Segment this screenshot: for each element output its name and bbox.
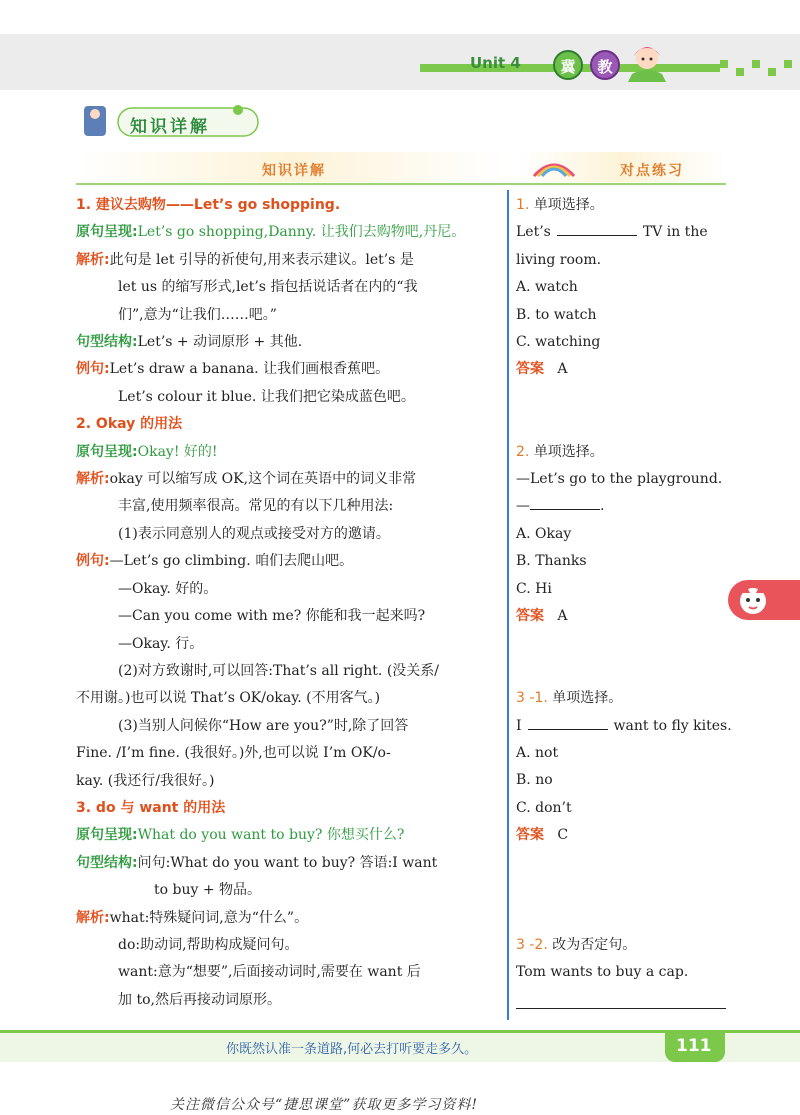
practice-column <box>516 192 731 1009</box>
question-type: 改为否定句。 <box>552 936 637 953</box>
analysis-label: 解析: <box>76 251 110 268</box>
question-stem: TV in the <box>642 224 708 241</box>
example-text: —Can you come with me? 你能和我一起来吗? <box>118 608 426 625</box>
example-text: (3)当别人问候你“How are you?”时,除了回答 <box>118 717 409 734</box>
page-number: 111 <box>676 1036 712 1056</box>
question-stem: living room. <box>516 251 602 268</box>
bottom-note: 关注微信公众号“捷思课堂”获取更多学习资料! <box>170 1097 478 1113</box>
section-1-title: 1. 建议去购物——Let’s go shopping. <box>76 197 341 213</box>
analysis-text: do:助动词,帮助构成疑问句。 <box>118 936 299 953</box>
answer-blank[interactable] <box>528 716 608 730</box>
example-text: Fine. /I’m fine. (我很好。)外,也可以说 I’m OK/o- <box>76 745 391 762</box>
example-text: Let’s colour it blue. 让我们把它染成蓝色吧。 <box>118 388 415 405</box>
question-type: 单项选择。 <box>552 690 623 707</box>
orig-label: 原句呈现: <box>76 224 138 241</box>
question-type: 单项选择。 <box>533 197 604 213</box>
example-text: kay. (我还行/我很好。) <box>76 772 215 789</box>
example-text: —Okay. 行。 <box>118 635 204 652</box>
option-c: C. watching <box>516 334 601 351</box>
question-stem: — <box>516 498 530 515</box>
orig-text: Okay! 好的! <box>137 443 218 460</box>
footer-quote: 你既然认准一条道路,何必去打听要走多久。 <box>226 1042 478 1057</box>
answer-label: 答案 <box>516 827 544 844</box>
option-a: A. Okay <box>516 525 572 542</box>
cartoon-girl-icon <box>622 38 672 84</box>
orig-label: 原句呈现: <box>76 827 138 844</box>
answer-value: A <box>557 361 568 378</box>
question-stem: —Let’s go to the playground. <box>516 471 723 488</box>
structure-text: to buy + 物品。 <box>154 882 262 899</box>
orig-label: 原句呈现: <box>76 443 138 460</box>
question-number: 3 -2. <box>516 936 548 953</box>
analysis-text: okay 可以缩写成 OK,这个词在英语中的词义非常 <box>109 471 417 488</box>
orig-text: Let’s go shopping,Danny. 让我们去购物吧,丹尼。 <box>137 224 466 241</box>
example-text: (2)对方致谢时,可以回答:That’s all right. (没关系/ <box>118 662 440 679</box>
unit-label: Unit 4 <box>470 54 521 72</box>
example-text: 不用谢。)也可以说 That’s OK/okay. (不用客气。) <box>76 690 381 707</box>
analysis-text: (1)表示同意别人的观点或接受对方的邀请。 <box>118 525 390 542</box>
example-text: —Let’s go climbing. 咱们去爬山吧。 <box>109 553 354 570</box>
option-c: C. Hi <box>516 580 552 597</box>
example-label: 例句: <box>76 553 110 570</box>
question-number: 1. <box>516 197 530 213</box>
answer-line[interactable] <box>516 995 726 1009</box>
edition-badge: 教 <box>590 50 620 80</box>
analysis-label: 解析: <box>76 909 110 926</box>
answer-blank[interactable] <box>530 496 600 510</box>
column-divider <box>507 190 509 1020</box>
analysis-text: want:意为“想要”,后面接动词时,需要在 want 后 <box>118 964 421 981</box>
answer-label: 答案 <box>516 608 544 625</box>
option-b: B. Thanks <box>516 553 587 570</box>
question-number: 2. <box>516 443 530 460</box>
answer-value: A <box>557 608 568 625</box>
column-head-practice: 对点练习 <box>620 163 684 179</box>
analysis-text: 此句是 let 引导的祈使句,用来表示建议。let’s 是 <box>109 251 414 268</box>
cartoon-fox-icon <box>736 583 770 617</box>
analysis-text: 丰富,使用频率很高。常见的有以下几种用法: <box>118 498 394 515</box>
section-2-title: 2. Okay 的用法 <box>76 416 183 433</box>
question-type: 单项选择。 <box>533 443 604 460</box>
question-stem: I <box>516 717 522 734</box>
orig-text: What do you want to buy? 你想买什么? <box>137 827 405 844</box>
structure-text: 问句:What do you want to buy? 答语:I want <box>137 854 438 871</box>
option-a: A. not <box>516 745 559 762</box>
question-stem: Let’s <box>516 224 551 241</box>
question-stem: Tom wants to buy a cap. <box>516 964 689 981</box>
column-head-knowledge: 知识详解 <box>262 163 326 179</box>
question-stem: want to fly kites. <box>613 717 732 734</box>
analysis-label: 解析: <box>76 471 110 488</box>
section-title: 知识详解 <box>130 117 210 137</box>
analysis-text: 加 to,然后再接动词原形。 <box>118 991 281 1008</box>
question-stem: . <box>600 498 605 515</box>
option-b: B. no <box>516 772 553 789</box>
option-c: C. don’t <box>516 799 572 816</box>
option-a: A. watch <box>516 279 578 296</box>
analysis-text: let us 的缩写形式,let’s 指包括说话者在内的“我 <box>118 279 418 296</box>
publisher-badge: 冀 <box>553 50 583 80</box>
answer-label: 答案 <box>516 361 544 378</box>
structure-label: 句型结构: <box>76 854 138 871</box>
example-label: 例句: <box>76 361 110 378</box>
section-3-title: 3. do 与 want 的用法 <box>76 799 226 816</box>
option-b: B. to watch <box>516 306 597 323</box>
question-number: 3 -1. <box>516 690 548 707</box>
analysis-text: 们”,意为“让我们……吧。” <box>118 306 277 323</box>
analysis-text: what:特殊疑问词,意为“什么”。 <box>109 909 309 926</box>
answer-value: C <box>557 827 569 844</box>
example-text: Let’s draw a banana. 让我们画根香蕉吧。 <box>109 361 390 378</box>
knowledge-column <box>76 192 501 1014</box>
structure-text: Let’s + 动词原形 + 其他. <box>137 334 303 351</box>
example-text: —Okay. 好的。 <box>118 580 218 597</box>
structure-label: 句型结构: <box>76 334 138 351</box>
answer-blank[interactable] <box>557 222 637 236</box>
